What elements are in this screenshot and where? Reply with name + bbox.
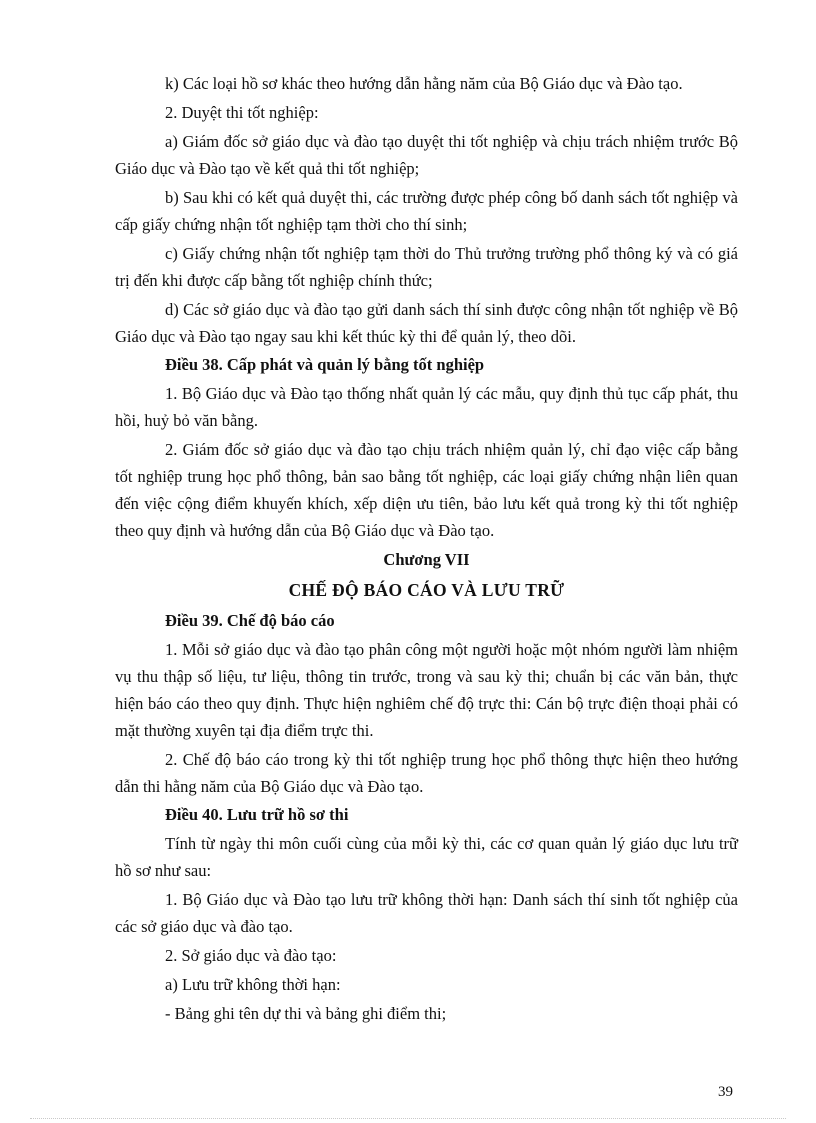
article-39-heading: Điều 39. Chế độ báo cáo	[165, 611, 335, 630]
paragraph-a: a) Giám đốc sở giáo dục và đào tạo duyệt thi tốt nghiệp và chịu trách nhiệm trước Bộ Giáo dục và Đào tạo về kết quả thi tốt nghiệp;	[115, 132, 738, 178]
footer-divider	[30, 1118, 786, 1119]
article-39-clause-2: 2. Chế độ báo cáo trong kỳ thi tốt nghiệp trung học phổ thông thực hiện theo hướng dẫn thi hằng năm của Bộ Giáo dục và Đào tạo.	[115, 750, 738, 796]
article-38-heading: Điều 38. Cấp phát và quản lý bằng tốt nghiệp	[165, 355, 485, 374]
article-38-clause-2: 2. Giám đốc sở giáo dục và đào tạo chịu trách nhiệm quản lý, chỉ đạo việc cấp bằng tốt nghiệp trung học phổ thông, bản sao bằng tốt nghiệp, các loại giấy chứng nhận liên quan đến việc cộng điểm khuyến khích, xếp diện ưu tiên, bảo lưu kết quả trong kỳ thi tốt nghiệp theo quy định và hướng dẫn của Bộ Giáo dục và Đào tạo.	[115, 440, 738, 540]
paragraph-k: k) Các loại hồ sơ khác theo hướng dẫn hằng năm của Bộ Giáo dục và Đào tạo.	[165, 74, 683, 93]
article-40-clause-2: 2. Sở giáo dục và đào tạo:	[165, 946, 337, 965]
article-39-clause-1: 1. Mỗi sở giáo dục và đào tạo phân công một người hoặc một nhóm người làm nhiệm vụ thu thập số liệu, tư liệu, thông tin trước, trong và sau kỳ thi; chuẩn bị các văn bản, thực hiện báo cáo theo quy định. Thực hiện nghiêm chế độ trực thi: Cán bộ trực điện thoại phải có mặt thường xuyên tại địa điểm trực thi.	[115, 640, 738, 740]
chapter-label: Chương VII	[383, 550, 470, 569]
paragraph-c: c) Giấy chứng nhận tốt nghiệp tạm thời do Thủ trưởng trường phổ thông ký và có giá trị đến khi được cấp bằng tốt nghiệp chính thức;	[115, 244, 738, 290]
paragraph-duyet-thi: 2. Duyệt thi tốt nghiệp:	[165, 103, 319, 122]
article-40-list-item: - Bảng ghi tên dự thi và bảng ghi điểm thi;	[165, 1004, 447, 1023]
chapter-title: CHẾ ĐỘ BÁO CÁO VÀ LƯU TRỮ	[288, 580, 565, 600]
article-40-clause-1: 1. Bộ Giáo dục và Đào tạo lưu trữ không thời hạn: Danh sách thí sinh tốt nghiệp của các sở giáo dục và đào tạo.	[115, 890, 738, 936]
page-number: 39	[718, 1084, 733, 1100]
article-40-intro: Tính từ ngày thi môn cuối cùng của mỗi kỳ thi, các cơ quan quản lý giáo dục lưu trữ hồ sơ như sau:	[115, 834, 738, 880]
paragraph-b: b) Sau khi có kết quả duyệt thi, các trường được phép công bố danh sách tốt nghiệp và cấp giấy chứng nhận tốt nghiệp tạm thời cho thí sinh;	[115, 188, 738, 234]
article-38-clause-1: 1. Bộ Giáo dục và Đào tạo thống nhất quản lý các mẫu, quy định thủ tục cấp phát, thu hồi, huỷ bỏ văn bằng.	[115, 384, 738, 430]
page-body	[115, 68, 738, 1028]
paragraph-d: d) Các sở giáo dục và đào tạo gửi danh sách thí sinh được công nhận tốt nghiệp về Bộ Giáo dục và Đào tạo ngay sau khi kết thúc kỳ thi để quản lý, theo dõi.	[115, 300, 738, 346]
article-40-clause-2a: a) Lưu trữ không thời hạn:	[165, 975, 341, 994]
article-40-heading: Điều 40. Lưu trữ hồ sơ thi	[165, 805, 349, 824]
